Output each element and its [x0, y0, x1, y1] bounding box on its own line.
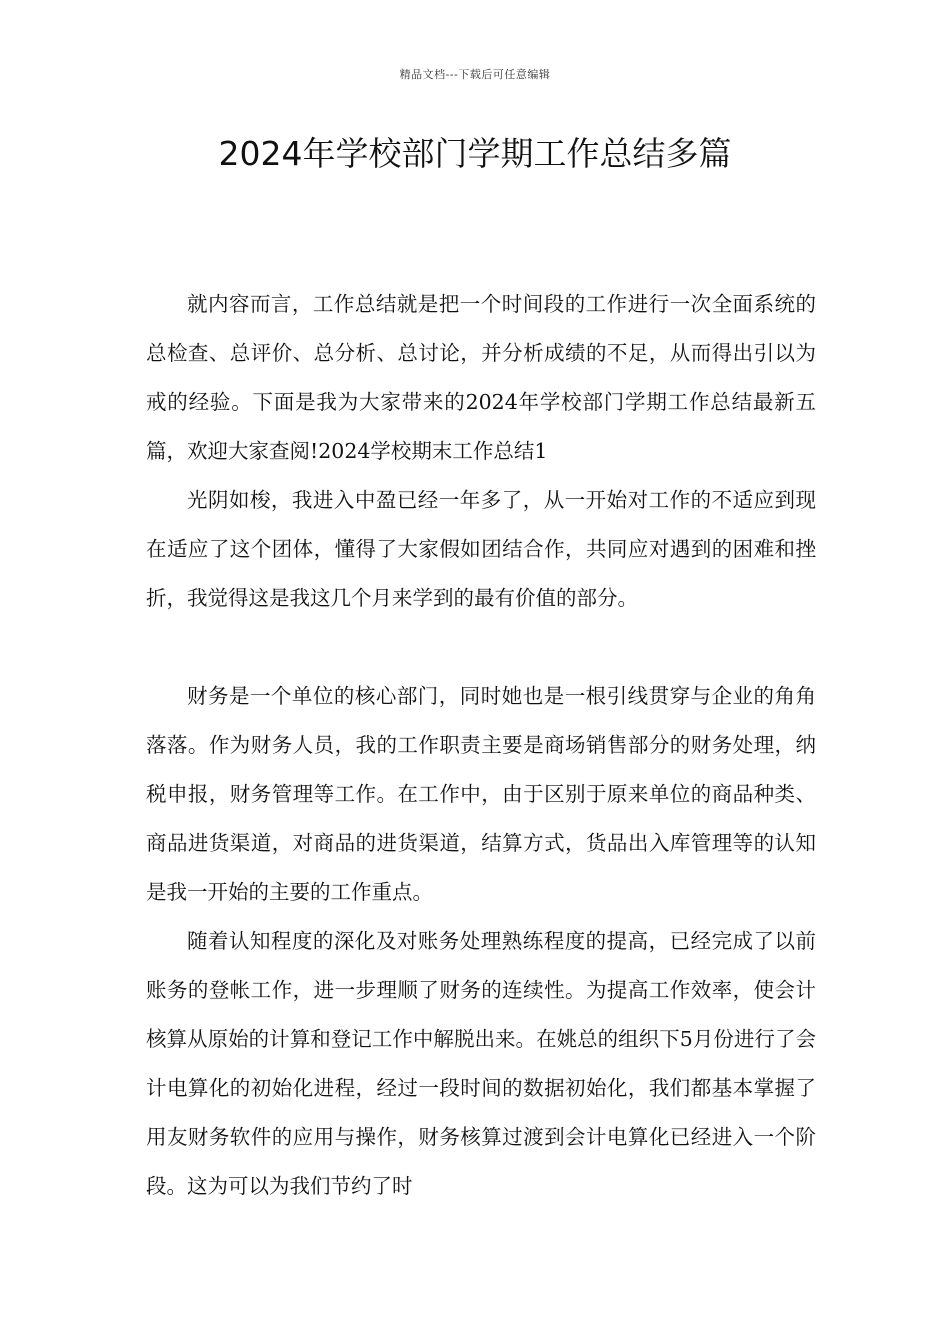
document-body [146, 280, 816, 1211]
paragraph-time-flies: 光阴如梭，我进入中盈已经一年多了，从一开始对工作的不适应到现在适应了这个团体，懂得了大家假如团结合作，共同应对遇到的困难和挫折，我觉得这是我这几个月来学到的最有价值的部分。 [146, 488, 816, 610]
paragraph-finance-core: 财务是一个单位的核心部门，同时她也是一根引线贯穿与企业的角角落落。作为财务人员，我的工作职责主要是商场销售部分的财务处理，纳税申报，财务管理等工作。在工作中，由于区别于原来单位的商品种类、商品进货渠道，对商品的进货渠道，结算方式，货品出入库管理等的认知是我一开始的主要的工作重点。 [146, 684, 816, 904]
paragraph-accounting-progress: 随着认知程度的深化及对账务处理熟练程度的提高，已经完成了以前账务的登帐工作，进一步理顺了财务的连续性。为提高工作效率，使会计核算从原始的计算和登记工作中解脱出来。在姚总的组织下5月份进行了会计电算化的初始化进程，经过一段时间的数据初始化，我们都基本掌握了用友财务软件的应用与操作，财务核算过渡到会计电算化已经进入一个阶段。这为可以为我们节约了时 [146, 929, 816, 1198]
document-title: 2024年学校部门学期工作总结多篇 [218, 134, 732, 173]
paragraph-spacer [146, 623, 816, 672]
paragraph-intro: 就内容而言，工作总结就是把一个时间段的工作进行一次全面系统的总检查、总评价、总分析、总讨论，并分析成绩的不足，从而得出引以为戒的经验。下面是我为大家带来的2024年学校部门学期工作总结最新五篇，欢迎大家查阅!2024学校期末工作总结1 [146, 292, 816, 463]
page-header-note: 精品文档---下载后可任意编辑 [399, 68, 551, 81]
